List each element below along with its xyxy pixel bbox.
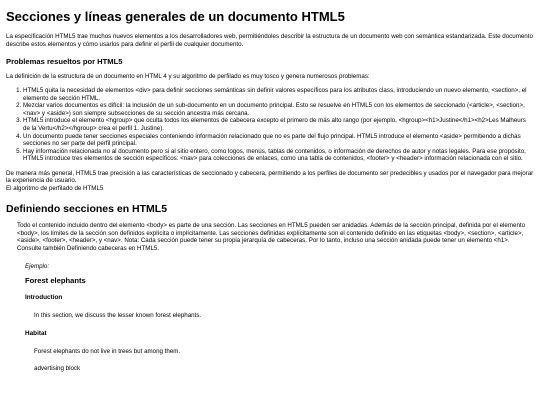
example-aside-text: advertising block <box>34 365 81 373</box>
problems-heading: Problemas resueltos por HTML5 <box>6 57 123 67</box>
intro-paragraph: La especificación HTML5 trae muchos nuevos elementos a los desarrolladores web, permitiéndoles describir la estructura de un documento web con semántica estandarizada. Este documento describe estos elementos y cómo usarlos para definir el perfil de cualquier documento. <box>6 33 533 48</box>
example-block <box>25 263 534 373</box>
closing-algorithm-line: El algoritmo de perfilado de HTML5 <box>6 184 104 192</box>
example-section-heading: Introduction <box>25 294 63 302</box>
example-section-text: In this section, we discuss the lesser known forest elephants. <box>34 312 202 320</box>
example-section-heading: Habitat <box>25 329 47 337</box>
page-title: Secciones y líneas generales de un documento HTML5 <box>6 9 345 24</box>
problems-list <box>6 87 534 163</box>
list-item: 3. HTML5 introduce el elemento <hgroup> que oculta todos los elementos de cabecera excepto el primero de más alto rango (por ejemplo, <hgroup><h1>Justine</h1><h2>Les Malheurs de la Vertu</h2></hgroup> crea el perfil 1. Justine). <box>23 117 534 132</box>
example-label: Ejemplo: <box>25 262 50 270</box>
list-item: 4. Un documento puede tener secciones especiales conteniendo información relacionado que no es parte del flujo principal. HTML5 introduce el elemento <aside> permitiendo a dichas secciones no ser parte del perfil principal. <box>23 133 534 148</box>
example-title: Forest elephants <box>25 276 86 286</box>
list-item: 5. Hay información relacionada no al documento pero si al sitio entero, como logos, menús, tablas de contenidos, o información de derechos de autor y notas legales. Para ese propósito, HTML5 introduce tres elementos de sección específicos: <nav> para colecciones de enlaces, como una tabla de contenidos, <footer> y <header> información relacionada con el sitio. <box>23 148 534 163</box>
defining-sections-paragraph: Todo el contenido incluido dentro del elemento <body> es parte de una sección. Las secciones en HTML5 pueden ser anidadas. Además de la sección principal, definida por el elemento <body>, los límites de la sección son definidos explícita o implícitamente. Las secciones definidas explícitamente son el contenido definido en las etiquetas <body>, <section>, <article>, <aside>, <footer>, <header>, y <nav>. Nota: Cada sección puede tener su propia jerarquía de cabeceras. Por lo tanto, incluso una sección anidada puede tener un elemento <h1>. Consulte también Definiendo cabeceras en HTML5. <box>17 222 526 253</box>
closing-text: De manera más general, HTML5 trae precisión a las características de seccionado y cabecera, permitiendo a los perfiles de documento ser predecibles y usados por el navegador para mejorar la experiencia de usuario. <box>6 169 534 185</box>
problems-closing <box>6 170 534 193</box>
example-section-text: Forest elephants do not live in trees but among them. <box>34 347 181 355</box>
problems-lead: La definición de la estructura de un documento en HTML 4 y su algoritmo de perfilado es muy tosco y genera numerosos problemas: <box>6 72 370 80</box>
list-item: 2. Mezclar varios documentos es difícil: la inclusión de un sub-documento en un documento principal. Esto se resuelve en HTML5 con los elementos de seccionado (<article>, <section>, <nav> y <aside>) son siempre subsecciones de su sección ancestra más cercana. <box>23 102 534 117</box>
defining-sections-heading: Definiendo secciones en HTML5 <box>6 202 168 215</box>
list-item: 1. HTML5 quita la necesidad de elementos <div> para definir secciones semánticas sin definir valores específicos para los atributos class, introduciendo un nuevo elemento, <section>, el elemento de sección HTML. <box>23 87 534 102</box>
